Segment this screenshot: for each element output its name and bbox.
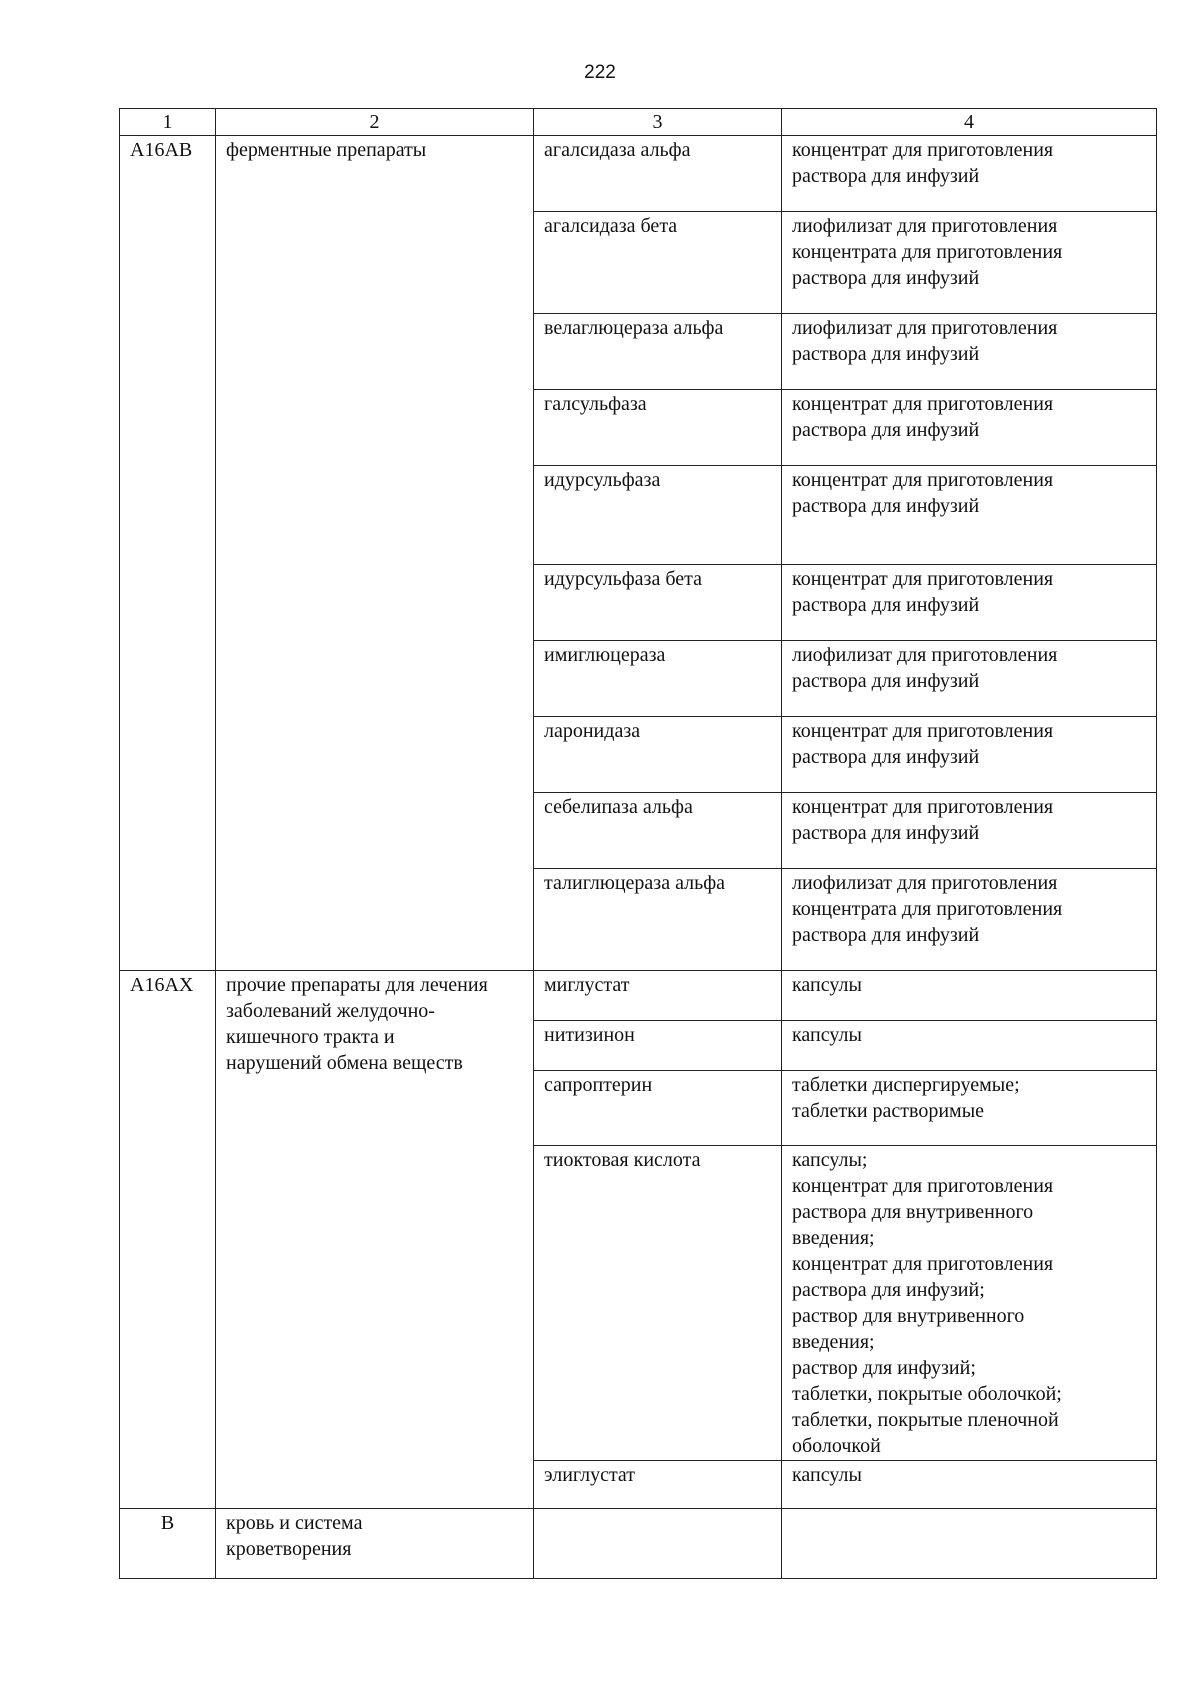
group-name: прочие препараты для лечения заболеваний желудочно- кишечного тракта и нарушений обмена веществ <box>216 971 534 1509</box>
drug-name: миглустат <box>534 971 782 1021</box>
table-row <box>120 971 1157 1021</box>
header-col-3: 3 <box>534 109 782 136</box>
dosage-form: лиофилизат для приготовления концентрата для приготовления раствора для инфузий <box>782 212 1157 314</box>
drug-name: себелипаза альфа <box>534 793 782 869</box>
dosage-form: лиофилизат для приготовления раствора для инфузий <box>782 314 1157 390</box>
header-col-4: 4 <box>782 109 1157 136</box>
dosage-form: концентрат для приготовления раствора для инфузий <box>782 390 1157 466</box>
drug-table <box>119 108 1157 1579</box>
dosage-form: капсулы <box>782 1021 1157 1071</box>
dosage-form: лиофилизат для приготовления концентрата для приготовления раствора для инфузий <box>782 869 1157 971</box>
drug-name: сапроптерин <box>534 1071 782 1146</box>
table-row <box>120 136 1157 212</box>
dosage-form: концентрат для приготовления раствора для инфузий <box>782 136 1157 212</box>
drug-name: нитизинон <box>534 1021 782 1071</box>
drug-name: галсульфаза <box>534 390 782 466</box>
group-name: ферментные препараты <box>216 136 534 971</box>
table-row <box>120 1509 1157 1579</box>
header-row <box>120 109 1157 136</box>
drug-name: элиглустат <box>534 1461 782 1509</box>
header-col-2: 2 <box>216 109 534 136</box>
page-number: 222 <box>584 62 616 83</box>
dosage-form: капсулы; концентрат для приготовления раствора для внутривенного введения; концентрат для приготовления раствора для инфузий; раствор для внутривенного введения; раствор для инфузий; таблетки, покрытые оболочкой; таблетки, покрытые пленочной оболочкой <box>782 1146 1157 1461</box>
drug-name: имиглюцераза <box>534 641 782 717</box>
atc-code: B <box>120 1509 216 1579</box>
drug-name: агалсидаза бета <box>534 212 782 314</box>
atc-code: A16AX <box>120 971 216 1509</box>
dosage-form: концентрат для приготовления раствора для инфузий <box>782 565 1157 641</box>
dosage-form: лиофилизат для приготовления раствора для инфузий <box>782 641 1157 717</box>
drug-name: идурсульфаза бета <box>534 565 782 641</box>
dosage-form: таблетки диспергируемые; таблетки растворимые <box>782 1071 1157 1146</box>
drug-name: талиглюцераза альфа <box>534 869 782 971</box>
drug-name: идурсульфаза <box>534 466 782 565</box>
drug-name: тиоктовая кислота <box>534 1146 782 1461</box>
dosage-form: капсулы <box>782 1461 1157 1509</box>
dosage-form: концентрат для приготовления раствора для инфузий <box>782 717 1157 793</box>
drug-name <box>534 1509 782 1579</box>
drug-name: велаглюцераза альфа <box>534 314 782 390</box>
dosage-form: концентрат для приготовления раствора для инфузий <box>782 793 1157 869</box>
drug-name: ларонидаза <box>534 717 782 793</box>
atc-code: A16AB <box>120 136 216 971</box>
group-name: кровь и система кроветворения <box>216 1509 534 1579</box>
dosage-form: капсулы <box>782 971 1157 1021</box>
header-col-1: 1 <box>120 109 216 136</box>
dosage-form: концентрат для приготовления раствора для инфузий <box>782 466 1157 565</box>
drug-name: агалсидаза альфа <box>534 136 782 212</box>
dosage-form <box>782 1509 1157 1579</box>
